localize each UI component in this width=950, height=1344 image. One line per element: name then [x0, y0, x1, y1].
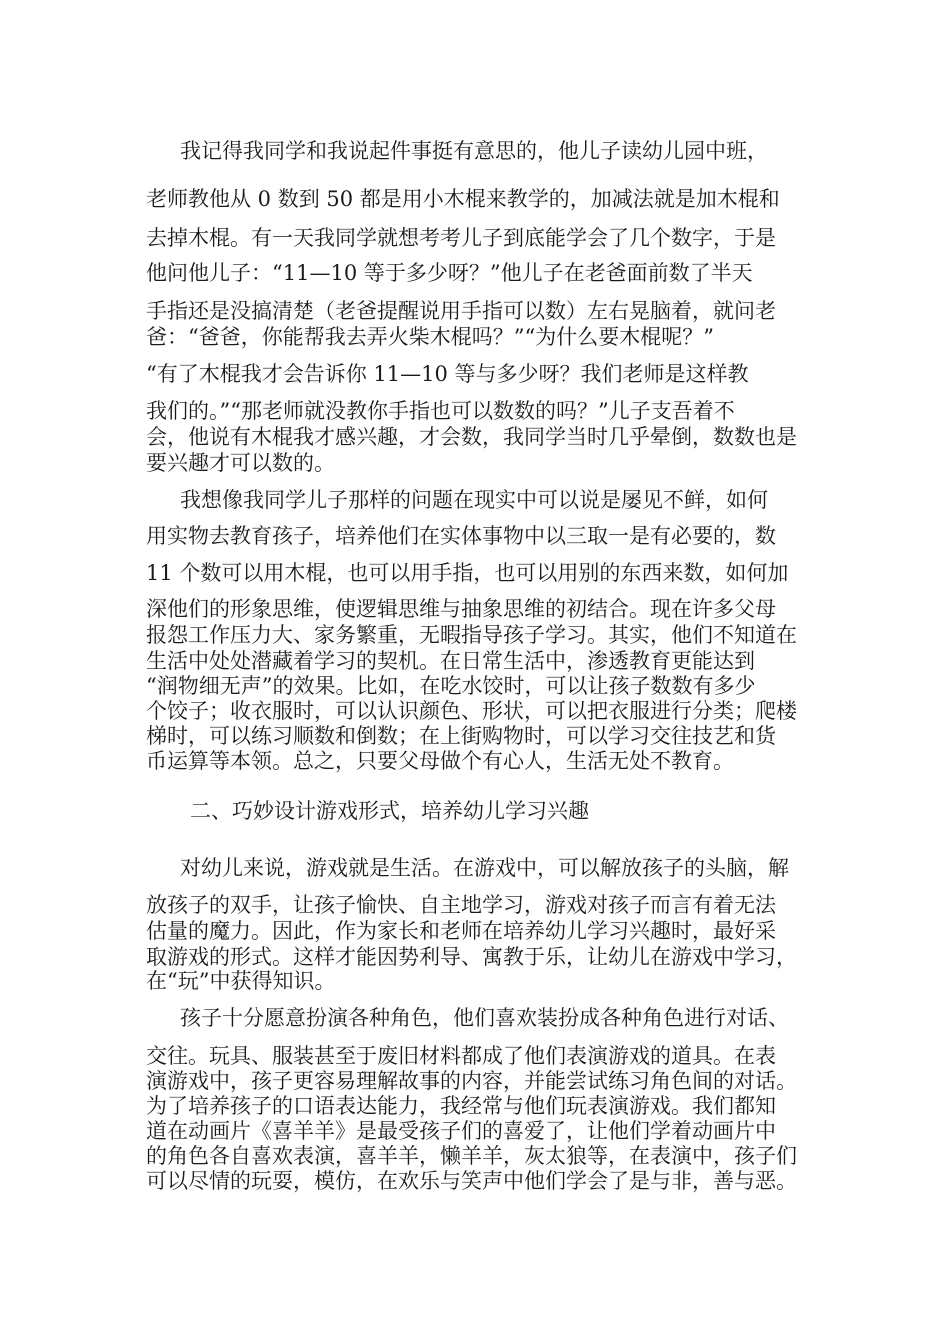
text-line: 梯时，可以练习顺数和倒数；在上街购物时，可以学习交往技艺和货	[146, 724, 776, 748]
text-line: 会，他说有木棍我才感兴趣，才会数，我同学当时几乎晕倒，数数也是	[146, 425, 797, 449]
text-line: 老师教他从 0 数到 50 都是用小木棍来教学的，加减法就是加木棍和	[146, 187, 780, 211]
text-line: 用实物去教育孩子，培养他们在实体事物中以三取一是有必要的，数	[146, 524, 776, 548]
text-line: 个饺子；收衣服时，可以认识颜色、形状，可以把衣服进行分类；爬楼	[146, 699, 797, 723]
text-line: 币运算等本领。总之，只要父母做个有心人，生活无处不教育。	[146, 749, 734, 773]
text-line: 交往。玩具、服装甚至于废旧材料都成了他们表演游戏的道具。在表	[146, 1044, 776, 1068]
text-line: 去掉木棍。有一天我同学就想考考儿子到底能学会了几个数字，于是	[146, 226, 776, 250]
text-line: 爸：“爸爸，你能帮我去弄火柴木棍吗？”“为什么要木棍呢？”	[146, 325, 714, 349]
section-heading: 二、巧妙设计游戏形式，培养幼儿学习兴趣	[190, 799, 589, 823]
text-line: 演游戏中，孩子更容易理解故事的内容，并能尝试练习角色间的对话。	[146, 1069, 797, 1093]
text-line: 的角色各自喜欢表演，喜羊羊，懒羊羊，灰太狼等，在表演中，孩子们	[146, 1144, 797, 1168]
text-line: 我想像我同学儿子那样的问题在现实中可以说是屡见不鲜，如何	[180, 488, 768, 512]
text-line: 手指还是没搞清楚（老爸提醒说用手指可以数）左右晃脑着，就问老	[146, 299, 776, 323]
text-line: 估量的魔力。因此，作为家长和老师在培养幼儿学习兴趣时，最好采	[146, 919, 776, 943]
text-line: 对幼儿来说，游戏就是生活。在游戏中，可以解放孩子的头脑，解	[180, 856, 789, 880]
text-line: 道在动画片《喜羊羊》是最受孩子们的喜爱了，让他们学着动画片中	[146, 1119, 776, 1143]
text-line: 生活中处处潜藏着学习的契机。在日常生活中，渗透教育更能达到	[146, 649, 755, 673]
text-line: 可以尽情的玩耍，模仿，在欢乐与笑声中他们学会了是与非，善与恶。	[146, 1169, 797, 1193]
text-line: 要兴趣才可以数的。	[146, 451, 335, 475]
text-line: 报怨工作压力大、家务繁重，无暇指导孩子学习。其实，他们不知道在	[146, 623, 797, 647]
text-line: 深他们的形象思维，使逻辑思维与抽象思维的初结合。现在许多父母	[146, 597, 776, 621]
text-line: 放孩子的双手，让孩子愉快、自主地学习，游戏对孩子而言有着无法	[146, 893, 776, 917]
text-line: 取游戏的形式。这样才能因势利导、寓教于乐，让幼儿在游戏中学习，	[146, 945, 797, 969]
text-line: 我记得我同学和我说起件事挺有意思的，他儿子读幼儿园中班，	[180, 139, 768, 163]
text-line: 孩子十分愿意扮演各种角色，他们喜欢装扮成各种角色进行对话、	[180, 1006, 789, 1030]
text-line: “有了木棍我才会告诉你 11—10 等与多少呀？我们老师是这样教	[146, 362, 749, 386]
text-line: 为了培养孩子的口语表达能力，我经常与他们玩表演游戏。我们都知	[146, 1094, 776, 1118]
text-line: “润物细无声”的效果。比如，在吃水饺时，可以让孩子数数有多少	[146, 674, 756, 698]
text-line: 他问他儿子：“11—10 等于多少呀？”他儿子在老爸面前数了半天	[146, 261, 753, 285]
text-line: 11 个数可以用木棍，也可以用手指，也可以用别的东西来数，如何加	[146, 561, 789, 585]
text-line: 在“玩”中获得知识。	[146, 969, 336, 993]
text-line: 我们的。”“那老师就没教你手指也可以数数的吗？”儿子支吾着不	[146, 399, 735, 423]
